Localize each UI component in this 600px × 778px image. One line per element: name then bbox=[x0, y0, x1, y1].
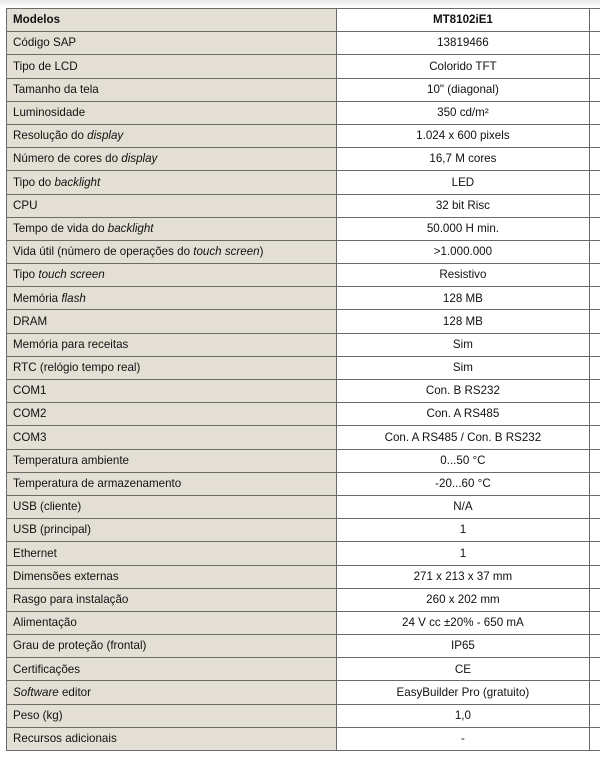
spec-label-part: Dimensões externas bbox=[13, 569, 119, 583]
spec-value: Colorido TFT bbox=[337, 55, 590, 78]
spec-label-part: Tipo do bbox=[13, 175, 55, 189]
table-edge-cell bbox=[589, 658, 600, 681]
table-row bbox=[7, 240, 600, 263]
table-edge-cell bbox=[589, 217, 600, 240]
table-row bbox=[7, 449, 600, 472]
spec-label bbox=[7, 565, 337, 588]
table-row bbox=[7, 32, 600, 55]
table-edge-cell bbox=[589, 635, 600, 658]
spec-value: 128 MB bbox=[337, 287, 590, 310]
table-edge-cell bbox=[589, 426, 600, 449]
spec-label bbox=[7, 194, 337, 217]
spec-value: 271 x 213 x 37 mm bbox=[337, 565, 590, 588]
table-row bbox=[7, 588, 600, 611]
spec-value: 128 MB bbox=[337, 310, 590, 333]
spec-value: Con. A RS485 bbox=[337, 403, 590, 426]
spec-label bbox=[7, 681, 337, 704]
spec-table-body bbox=[7, 9, 600, 751]
spec-label bbox=[7, 495, 337, 518]
spec-label-part: backlight bbox=[107, 221, 154, 235]
spec-label bbox=[7, 658, 337, 681]
table-edge-cell bbox=[589, 727, 600, 750]
spec-label-part: Código SAP bbox=[13, 36, 77, 50]
table-row bbox=[7, 217, 600, 240]
spec-label-part: COM1 bbox=[13, 384, 47, 398]
table-edge-cell bbox=[589, 356, 600, 379]
spec-label-part: Temperatura ambiente bbox=[13, 453, 129, 467]
spec-value: 13819466 bbox=[337, 32, 590, 55]
table-edge-cell bbox=[589, 287, 600, 310]
table-row bbox=[7, 495, 600, 518]
spec-value: 260 x 202 mm bbox=[337, 588, 590, 611]
table-edge-cell bbox=[589, 333, 600, 356]
table-row bbox=[7, 310, 600, 333]
table-header-row bbox=[7, 9, 600, 32]
table-edge-cell bbox=[589, 32, 600, 55]
spec-label-part: ) bbox=[259, 245, 264, 259]
spec-label-part: Luminosidade bbox=[13, 106, 86, 120]
spec-label-part: Rasgo para instalação bbox=[13, 592, 129, 606]
table-row bbox=[7, 727, 600, 750]
spec-label-part: Vida útil (número de operações do bbox=[13, 245, 194, 259]
table-row bbox=[7, 403, 600, 426]
spec-label-part: Número de cores do bbox=[13, 152, 122, 166]
spec-value: 10" (diagonal) bbox=[337, 78, 590, 101]
spec-label bbox=[7, 148, 337, 171]
spec-label bbox=[7, 588, 337, 611]
table-row bbox=[7, 681, 600, 704]
spec-label bbox=[7, 310, 337, 333]
spec-value: 24 V cc ±20% - 650 mA bbox=[337, 611, 590, 634]
spec-label-part: touch screen bbox=[193, 245, 260, 259]
spec-label bbox=[7, 32, 337, 55]
spec-value: MT8102iE1 bbox=[337, 9, 590, 32]
spec-label bbox=[7, 380, 337, 403]
spec-label bbox=[7, 287, 337, 310]
spec-label-part: Memória bbox=[13, 291, 62, 305]
spec-label bbox=[7, 217, 337, 240]
spec-value: LED bbox=[337, 171, 590, 194]
spec-value: IP65 bbox=[337, 635, 590, 658]
table-row bbox=[7, 519, 600, 542]
spec-label-part: Alimentação bbox=[13, 616, 77, 630]
spec-label-part: editor bbox=[58, 685, 91, 699]
spec-label-part: RTC (relógio tempo real) bbox=[13, 361, 141, 375]
spec-value: Sim bbox=[337, 356, 590, 379]
spec-label-part: Resolução do bbox=[13, 129, 88, 143]
spec-label-part: Temperatura de armazenamento bbox=[13, 477, 182, 491]
spec-label-part: COM3 bbox=[13, 430, 47, 444]
table-edge-cell bbox=[589, 495, 600, 518]
table-row bbox=[7, 611, 600, 634]
spec-value: 1 bbox=[337, 519, 590, 542]
table-row bbox=[7, 658, 600, 681]
table-edge-cell bbox=[589, 472, 600, 495]
spec-label bbox=[7, 124, 337, 147]
spec-label bbox=[7, 9, 337, 32]
table-edge-cell bbox=[589, 78, 600, 101]
spec-label bbox=[7, 472, 337, 495]
spec-value: N/A bbox=[337, 495, 590, 518]
spec-label-part: backlight bbox=[54, 175, 101, 189]
spec-label bbox=[7, 449, 337, 472]
spec-value: >1.000.000 bbox=[337, 240, 590, 263]
table-row bbox=[7, 542, 600, 565]
spec-label-part: DRAM bbox=[13, 314, 48, 328]
spec-value: CE bbox=[337, 658, 590, 681]
table-edge-cell bbox=[589, 264, 600, 287]
spec-label-part: Software bbox=[13, 685, 59, 699]
spec-label-part: display bbox=[87, 129, 124, 143]
top-shadow bbox=[0, 0, 600, 8]
table-row bbox=[7, 333, 600, 356]
spec-label-part: Ethernet bbox=[13, 546, 57, 560]
table-row bbox=[7, 78, 600, 101]
table-row bbox=[7, 55, 600, 78]
spec-value: 1.024 x 600 pixels bbox=[337, 124, 590, 147]
spec-value: Resistivo bbox=[337, 264, 590, 287]
spec-label bbox=[7, 55, 337, 78]
table-edge-cell bbox=[589, 588, 600, 611]
spec-label-part: Tamanho da tela bbox=[13, 82, 99, 96]
spec-label bbox=[7, 101, 337, 124]
spec-value: 16,7 M cores bbox=[337, 148, 590, 171]
table-row bbox=[7, 565, 600, 588]
spec-value: 0...50 °C bbox=[337, 449, 590, 472]
table-edge-cell bbox=[589, 124, 600, 147]
spec-label bbox=[7, 171, 337, 194]
spec-label-part: display bbox=[121, 152, 158, 166]
spec-label-part: Memória para receitas bbox=[13, 337, 129, 351]
table-edge-cell bbox=[589, 310, 600, 333]
spec-value: - bbox=[337, 727, 590, 750]
table-edge-cell bbox=[589, 681, 600, 704]
spec-label bbox=[7, 704, 337, 727]
spec-label bbox=[7, 426, 337, 449]
spec-label bbox=[7, 356, 337, 379]
table-row bbox=[7, 704, 600, 727]
table-row bbox=[7, 287, 600, 310]
table-edge-cell bbox=[589, 565, 600, 588]
spec-label bbox=[7, 519, 337, 542]
spec-label bbox=[7, 78, 337, 101]
spec-label-part: Tempo de vida do bbox=[13, 221, 108, 235]
spec-label-part: Tipo bbox=[13, 268, 39, 282]
spec-label bbox=[7, 635, 337, 658]
table-row bbox=[7, 194, 600, 217]
table-row bbox=[7, 380, 600, 403]
spec-label bbox=[7, 333, 337, 356]
spec-value: EasyBuilder Pro (gratuito) bbox=[337, 681, 590, 704]
spec-label bbox=[7, 240, 337, 263]
table-edge-cell bbox=[589, 611, 600, 634]
spec-label-part: Certificações bbox=[13, 662, 81, 676]
spec-label bbox=[7, 403, 337, 426]
spec-value: 50.000 H min. bbox=[337, 217, 590, 240]
table-edge-cell bbox=[589, 148, 600, 171]
table-edge-cell bbox=[589, 704, 600, 727]
table-row bbox=[7, 148, 600, 171]
table-row bbox=[7, 356, 600, 379]
spec-value: 32 bit Risc bbox=[337, 194, 590, 217]
spec-value: 350 cd/m² bbox=[337, 101, 590, 124]
spec-value: 1 bbox=[337, 542, 590, 565]
spec-label-part: USB (principal) bbox=[13, 523, 91, 537]
spec-value: Con. B RS232 bbox=[337, 380, 590, 403]
table-edge-cell bbox=[589, 519, 600, 542]
spec-value: Con. A RS485 / Con. B RS232 bbox=[337, 426, 590, 449]
table-edge-cell bbox=[589, 171, 600, 194]
table-edge-cell bbox=[589, 542, 600, 565]
spec-label-part: touch screen bbox=[38, 268, 105, 282]
table-edge-cell bbox=[589, 380, 600, 403]
spec-label-part: flash bbox=[61, 291, 86, 305]
table-edge-cell bbox=[589, 55, 600, 78]
table-row bbox=[7, 101, 600, 124]
spec-label-part: Modelos bbox=[13, 13, 61, 27]
spec-label-part: USB (cliente) bbox=[13, 500, 82, 514]
table-edge-cell bbox=[589, 9, 600, 32]
table-row bbox=[7, 472, 600, 495]
table-row bbox=[7, 635, 600, 658]
spec-label bbox=[7, 611, 337, 634]
spec-label bbox=[7, 727, 337, 750]
spec-value: 1,0 bbox=[337, 704, 590, 727]
spec-value: -20...60 °C bbox=[337, 472, 590, 495]
spec-label-part: Recursos adicionais bbox=[13, 732, 117, 746]
spec-label-part: Peso (kg) bbox=[13, 708, 63, 722]
spec-table bbox=[6, 8, 600, 751]
table-row bbox=[7, 124, 600, 147]
spec-label bbox=[7, 542, 337, 565]
spec-value: Sim bbox=[337, 333, 590, 356]
table-row bbox=[7, 171, 600, 194]
spec-label-part: Grau de proteção (frontal) bbox=[13, 639, 147, 653]
spec-label-part: COM2 bbox=[13, 407, 47, 421]
table-row bbox=[7, 426, 600, 449]
table-edge-cell bbox=[589, 403, 600, 426]
table-edge-cell bbox=[589, 194, 600, 217]
table-edge-cell bbox=[589, 101, 600, 124]
table-edge-cell bbox=[589, 449, 600, 472]
spec-label-part: Tipo de LCD bbox=[13, 59, 78, 73]
table-row bbox=[7, 264, 600, 287]
spec-label-part: CPU bbox=[13, 198, 38, 212]
spec-label bbox=[7, 264, 337, 287]
table-edge-cell bbox=[589, 240, 600, 263]
